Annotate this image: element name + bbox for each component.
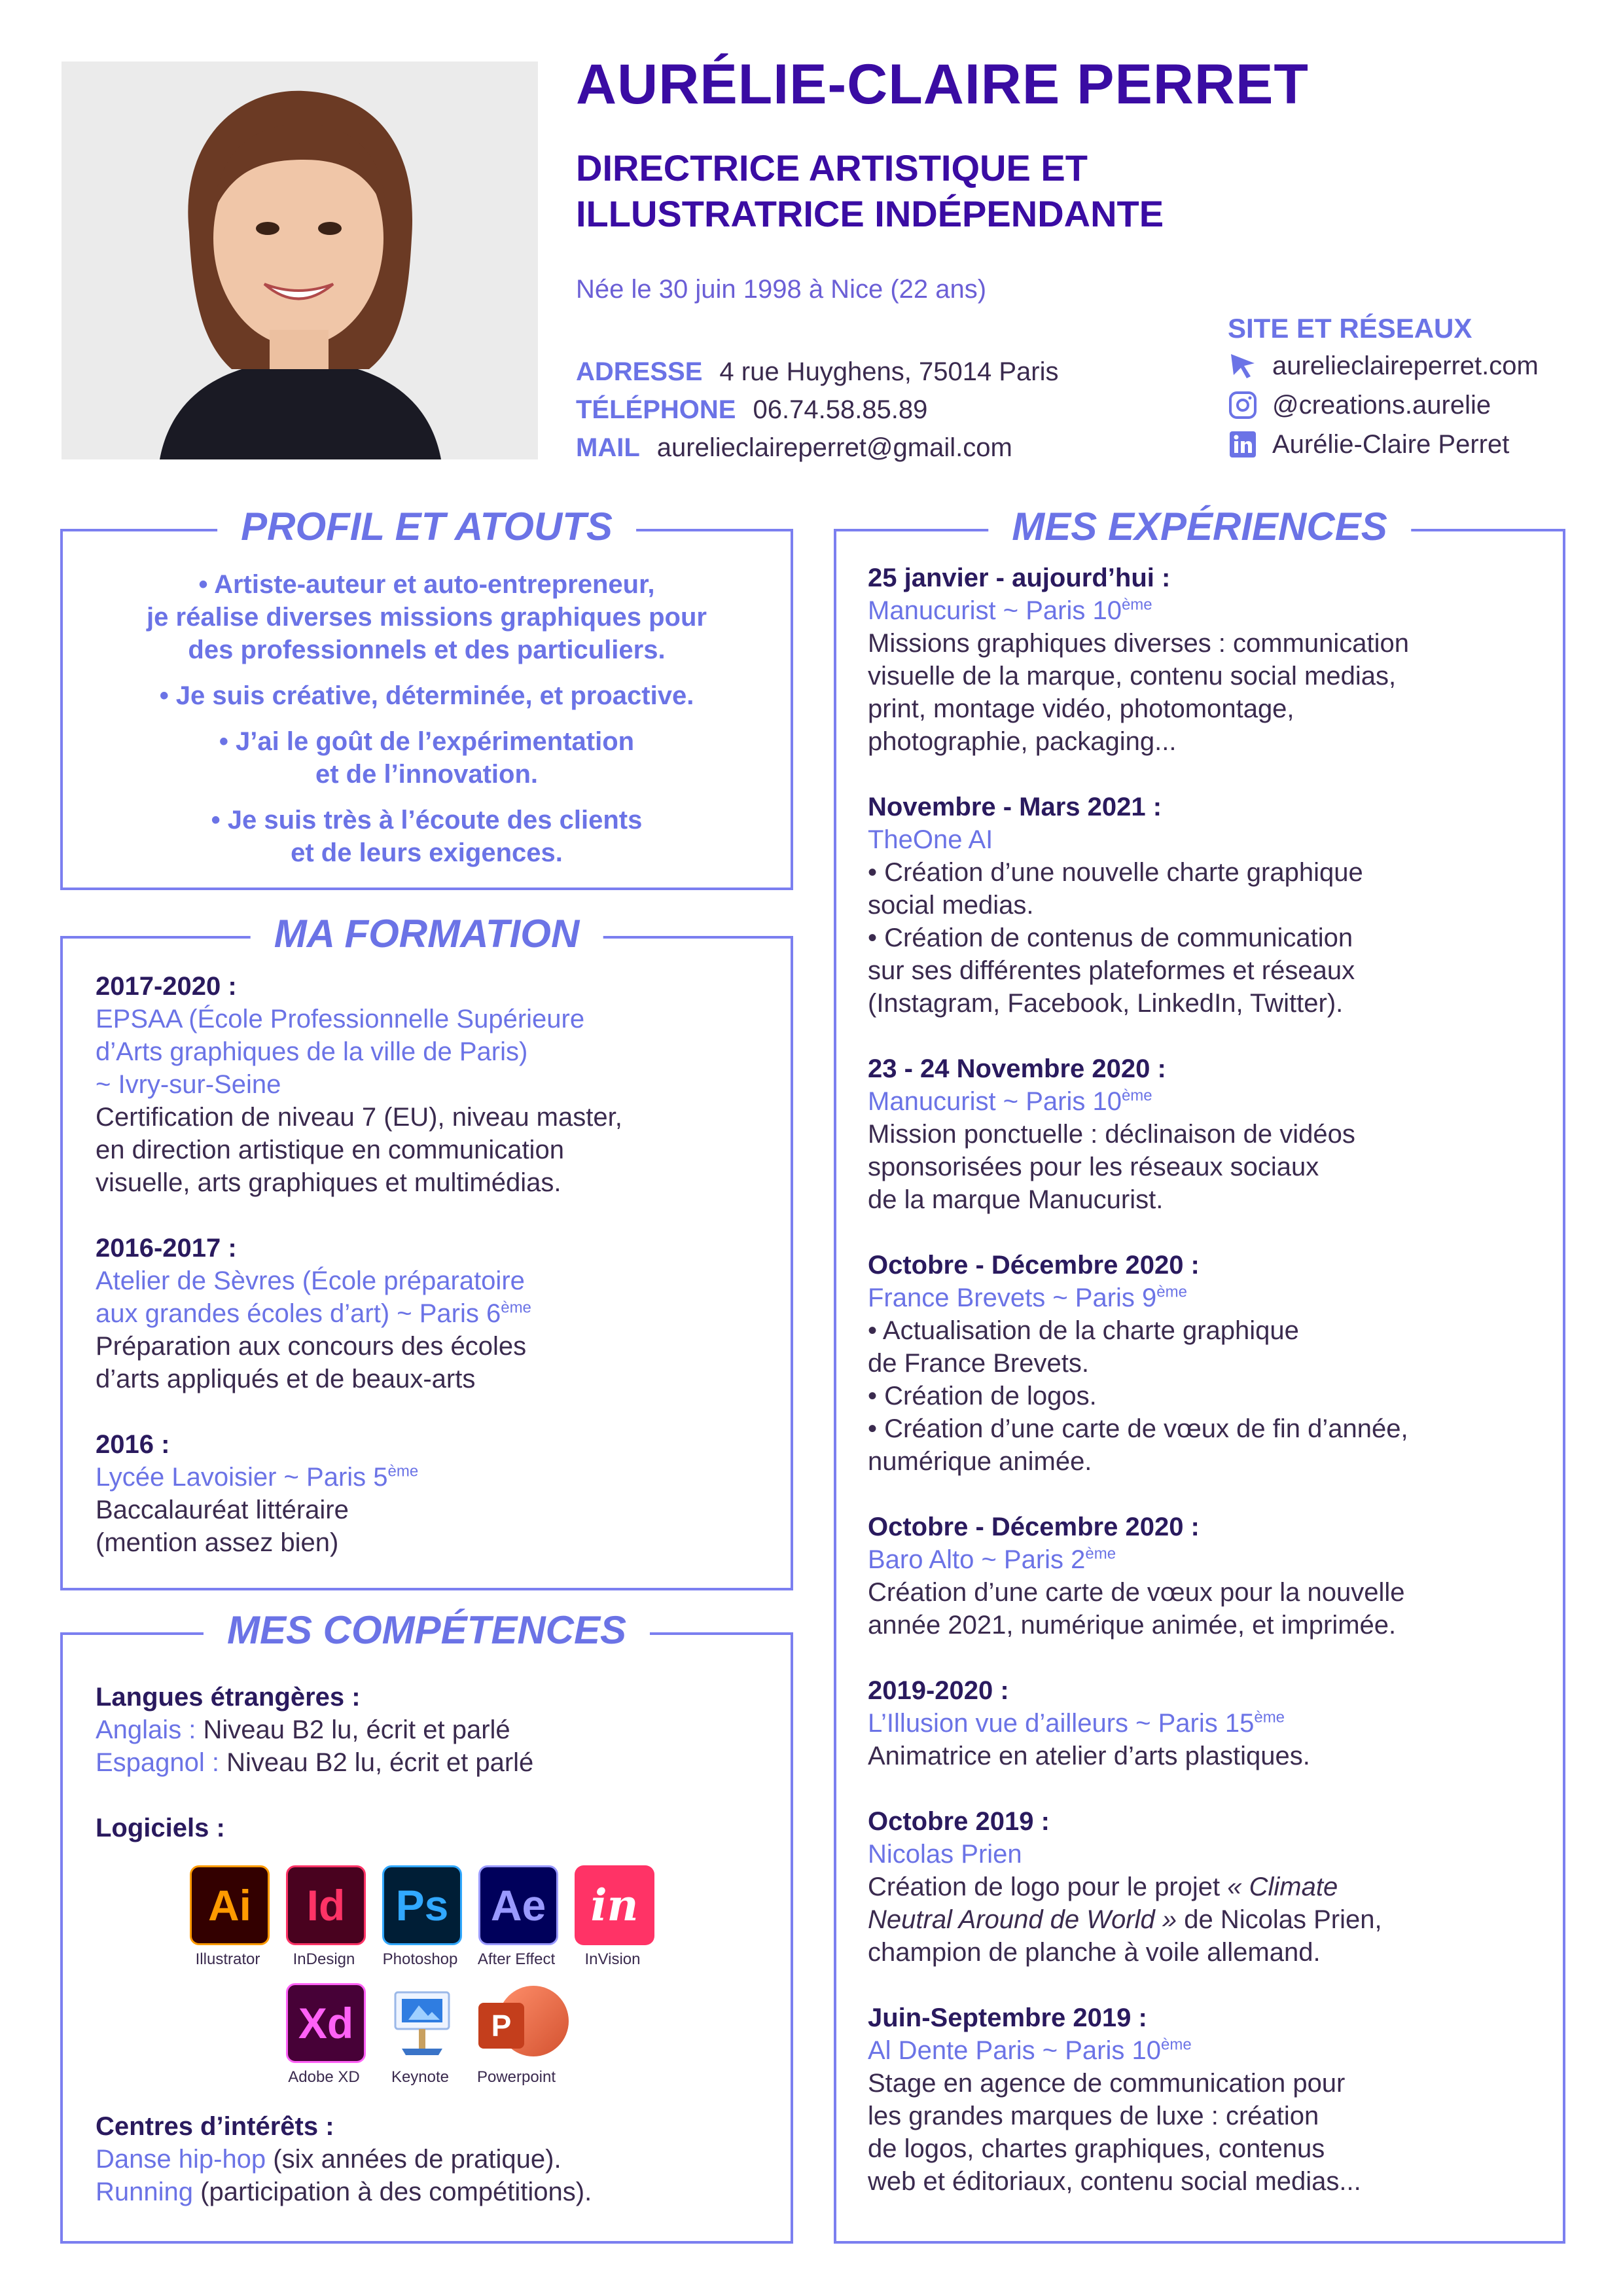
experience-description: • Actualisation de la charte graphique [868, 1316, 1299, 1345]
experience-date: 2019-2020 : [868, 1676, 1009, 1705]
school-location: ~ Ivry-sur-Seine [96, 1070, 281, 1099]
experience-company: Nicolas Prien [868, 1840, 1022, 1869]
company-text: France Brevets ~ Paris 9 [868, 1283, 1157, 1312]
phone-row [576, 395, 927, 425]
experience-description: les grandes marques de luxe : création [868, 2102, 1319, 2130]
illustrator-icon: Ai [190, 1865, 270, 1945]
candidate-name: AURÉLIE-CLAIRE PERRET [576, 53, 1309, 116]
experiences-title: MES EXPÉRIENCES [988, 504, 1411, 549]
profil-content [60, 568, 793, 869]
sites-title: SITE ET RÉSEAUX [1228, 313, 1472, 344]
profil-line: je réalise diverses missions graphiques pour [147, 603, 707, 632]
superscript: ème [1085, 1545, 1116, 1563]
language-name: Espagnol : [96, 1748, 220, 1777]
experience-description: web et éditoriaux, contenu social medias... [868, 2167, 1361, 2196]
experience-description: numérique animée. [868, 1447, 1092, 1476]
instagram-icon [1228, 390, 1258, 420]
experience-company [868, 594, 1548, 627]
experience-date: 23 - 24 Novembre 2020 : [868, 1054, 1166, 1083]
experience-description: • Création d’une carte de vœux de fin d’année, [868, 1414, 1408, 1443]
formation-date: 2017-2020 : [96, 972, 237, 1001]
formation-content [96, 970, 776, 1559]
instagram-text[interactable]: @creations.aurelie [1272, 390, 1491, 420]
experience-company [868, 1282, 1548, 1314]
profile-photo [62, 62, 538, 459]
powerpoint-icon [478, 1983, 558, 2063]
formation-description: (mention assez bien) [96, 1528, 339, 1557]
interest-detail: (six années de pratique). [266, 2145, 562, 2174]
profil-line: • Je suis créative, déterminée, et proactive. [159, 681, 694, 710]
experience-description: Création d’une carte de vœux pour la nouvelle [868, 1578, 1405, 1607]
language-level: Niveau B2 lu, écrit et parlé [219, 1748, 534, 1777]
superscript: ème [1156, 1283, 1187, 1301]
experience-description: champion de planche à voile allemand. [868, 1938, 1321, 1967]
experience-company [868, 1543, 1548, 1576]
interest-row [96, 2176, 776, 2208]
school-name: d’Arts graphiques de la ville de Paris) [96, 1037, 528, 1066]
profil-line: • Je suis très à l’écoute des clients [211, 806, 643, 834]
experience-date: Octobre - Décembre 2020 : [868, 1251, 1200, 1280]
experiences-content [868, 562, 1548, 2198]
experience-description [868, 1903, 1548, 1936]
powerpoint-letter: P [478, 2003, 524, 2049]
langues-title: Langues étrangères : [96, 1683, 361, 1712]
langues-section [96, 1681, 776, 1844]
cursor-arrow-icon [1228, 351, 1258, 381]
formation-title: MA FORMATION [251, 911, 603, 956]
formation-description: en direction artistique en communication [96, 1136, 564, 1164]
birth-info: Née le 30 juin 1998 à Nice (22 ans) [576, 275, 987, 304]
competences-title: MES COMPÉTENCES [204, 1607, 650, 1653]
superscript: ème [501, 1299, 531, 1317]
indesign-icon: Id [286, 1865, 366, 1945]
software-label: InVision [584, 1950, 641, 1968]
experience-date: Juin-Septembre 2019 : [868, 2003, 1147, 2032]
school-name-text: aux grandes écoles d’art) ~ Paris 6 [96, 1299, 501, 1328]
interets-section [96, 2110, 776, 2208]
formation-date: 2016-2017 : [96, 1234, 237, 1263]
invision-icon: in [575, 1865, 654, 1945]
experience-description: de la marque Manucurist. [868, 1185, 1164, 1214]
formation-description: d’arts appliqués et de beaux-arts [96, 1365, 476, 1393]
superscript: ème [1121, 1086, 1152, 1105]
profil-line: et de l’innovation. [315, 760, 539, 789]
software-powerpoint [478, 1983, 558, 2063]
experience-description: Mission ponctuelle : déclinaison de vidéos [868, 1120, 1355, 1149]
profil-line: • J’ai le goût de l’expérimentation [219, 727, 635, 756]
software-adobe-xd [286, 1983, 366, 2063]
address-value: 4 rue Huyghens, 75014 Paris [719, 357, 1059, 386]
mail-value[interactable]: aurelieclaireperret@gmail.com [656, 433, 1012, 462]
project-name: Neutral Around de World » [868, 1905, 1177, 1934]
company-text: Manucurist ~ Paris 10 [868, 596, 1122, 625]
experience-description: année 2021, numérique animée, et imprimée. [868, 1611, 1397, 1640]
experience-company [868, 2034, 1548, 2067]
interest-detail: (participation à des compétitions). [193, 2178, 592, 2206]
phone-value[interactable]: 06.74.58.85.89 [753, 395, 928, 424]
formation-description: Préparation aux concours des écoles [96, 1332, 527, 1361]
job-title-line-1: DIRECTRICE ARTISTIQUE ET [576, 147, 1088, 188]
experience-description: (Instagram, Facebook, LinkedIn, Twitter). [868, 989, 1344, 1018]
company-text: L’Illusion vue d’ailleurs ~ Paris 15 [868, 1709, 1255, 1738]
keynote-icon [382, 1983, 462, 2063]
company-text: Manucurist ~ Paris 10 [868, 1087, 1122, 1116]
profil-line: et de leurs exigences. [291, 838, 563, 867]
experience-date: 25 janvier - aujourd’hui : [868, 564, 1171, 592]
phone-label: TÉLÉPHONE [576, 395, 736, 424]
mail-row [576, 433, 1012, 463]
website-link[interactable] [1228, 351, 1539, 381]
after-effects-icon: Ae [478, 1865, 558, 1945]
superscript: ème [387, 1462, 419, 1480]
job-title-line-2: ILLUSTRATRICE INDÉPENDANTE [576, 193, 1164, 234]
language-row [96, 1746, 776, 1779]
software-label: Powerpoint [476, 2068, 556, 2086]
experience-description: Missions graphiques diverses : communication [868, 629, 1410, 658]
linkedin-text[interactable]: Aurélie-Claire Perret [1272, 429, 1510, 459]
school-name-text: Lycée Lavoisier ~ Paris 5 [96, 1463, 388, 1492]
software-label: Adobe XD [288, 2068, 360, 2086]
experience-company [868, 1085, 1548, 1118]
experience-description: social medias. [868, 891, 1034, 920]
experience-description: sponsorisées pour les réseaux sociaux [868, 1153, 1319, 1181]
formation-description: visuelle, arts graphiques et multimédias. [96, 1168, 562, 1197]
experience-description: • Création de contenus de communication [868, 924, 1353, 952]
adobe-xd-icon: Xd [286, 1983, 366, 2063]
school-name [96, 1461, 776, 1494]
software-invision [575, 1865, 654, 1945]
software-label: Illustrator [195, 1950, 260, 1968]
profil-line: des professionnels et des particuliers. [188, 636, 666, 664]
address-row [576, 357, 1059, 387]
company-text: Al Dente Paris ~ Paris 10 [868, 2036, 1161, 2065]
experience-description: Stage en agence de communication pour [868, 2069, 1346, 2098]
photoshop-icon: Ps [382, 1865, 462, 1945]
experience-company [868, 1707, 1548, 1740]
language-level: Niveau B2 lu, écrit et parlé [196, 1715, 510, 1744]
experience-description [868, 1871, 1548, 1903]
school-name: EPSAA (École Professionnelle Supérieure [96, 1005, 585, 1033]
superscript: ème [1254, 1708, 1285, 1727]
software-after-effects [478, 1865, 558, 1945]
experience-description: • Création d’une nouvelle charte graphique [868, 858, 1363, 887]
experience-company: TheOne AI [868, 825, 993, 854]
interest-name: Danse hip-hop [96, 2145, 266, 2174]
school-name: Atelier de Sèvres (École préparatoire [96, 1266, 525, 1295]
superscript: ème [1121, 596, 1152, 614]
company-text: Baro Alto ~ Paris 2 [868, 1545, 1086, 1574]
formation-date: 2016 : [96, 1430, 170, 1459]
language-row [96, 1713, 776, 1746]
description-text: de Nicolas Prien, [1177, 1905, 1382, 1934]
school-name [96, 1297, 776, 1330]
profil-line: • Artiste-auteur et auto-entrepreneur, [198, 570, 655, 599]
experience-description: print, montage vidéo, photomontage, [868, 694, 1294, 723]
experience-description: de logos, chartes graphiques, contenus [868, 2134, 1325, 2163]
language-name: Anglais : [96, 1715, 196, 1744]
linkedin-link[interactable] [1228, 429, 1509, 459]
software-label: After Effect [477, 1950, 556, 1968]
experience-description: de France Brevets. [868, 1349, 1089, 1378]
superscript: ème [1161, 2036, 1192, 2054]
description-text: Création de logo pour le projet [868, 1873, 1228, 1901]
software-keynote [382, 1983, 462, 2066]
linkedin-icon [1228, 429, 1258, 459]
experience-description: visuelle de la marque, contenu social medias, [868, 662, 1397, 691]
interest-name: Running [96, 2178, 194, 2206]
software-label: Keynote [391, 2068, 450, 2086]
software-indesign [286, 1865, 366, 1945]
instagram-link[interactable] [1228, 390, 1491, 420]
experience-description: sur ses différentes plateformes et réseaux [868, 956, 1355, 985]
interest-row [96, 2143, 776, 2176]
address-label: ADRESSE [576, 357, 703, 386]
job-title [576, 145, 1164, 237]
experience-date: Octobre - Décembre 2020 : [868, 1513, 1200, 1541]
experience-description: • Création de logos. [868, 1382, 1097, 1410]
software-label: Photoshop [382, 1950, 458, 1968]
experience-date: Novembre - Mars 2021 : [868, 793, 1162, 821]
logiciels-title: Logiciels : [96, 1814, 225, 1842]
experience-description: photographie, packaging... [868, 727, 1177, 756]
mail-label: MAIL [576, 433, 640, 462]
experience-description: Animatrice en atelier d’arts plastiques. [868, 1742, 1310, 1770]
software-photoshop [382, 1865, 462, 1945]
portrait-illustration [62, 62, 538, 459]
software-illustrator [190, 1865, 270, 1945]
formation-description: Certification de niveau 7 (EU), niveau master, [96, 1103, 622, 1132]
experience-date: Octobre 2019 : [868, 1807, 1050, 1836]
interets-title: Centres d’intérêts : [96, 2112, 334, 2141]
website-text[interactable]: aurelieclaireperret.com [1272, 351, 1539, 380]
project-name: « Climate [1227, 1873, 1338, 1901]
formation-description: Baccalauréat littéraire [96, 1496, 349, 1524]
profil-title: PROFIL ET ATOUTS [217, 504, 636, 549]
software-label: InDesign [293, 1950, 355, 1968]
